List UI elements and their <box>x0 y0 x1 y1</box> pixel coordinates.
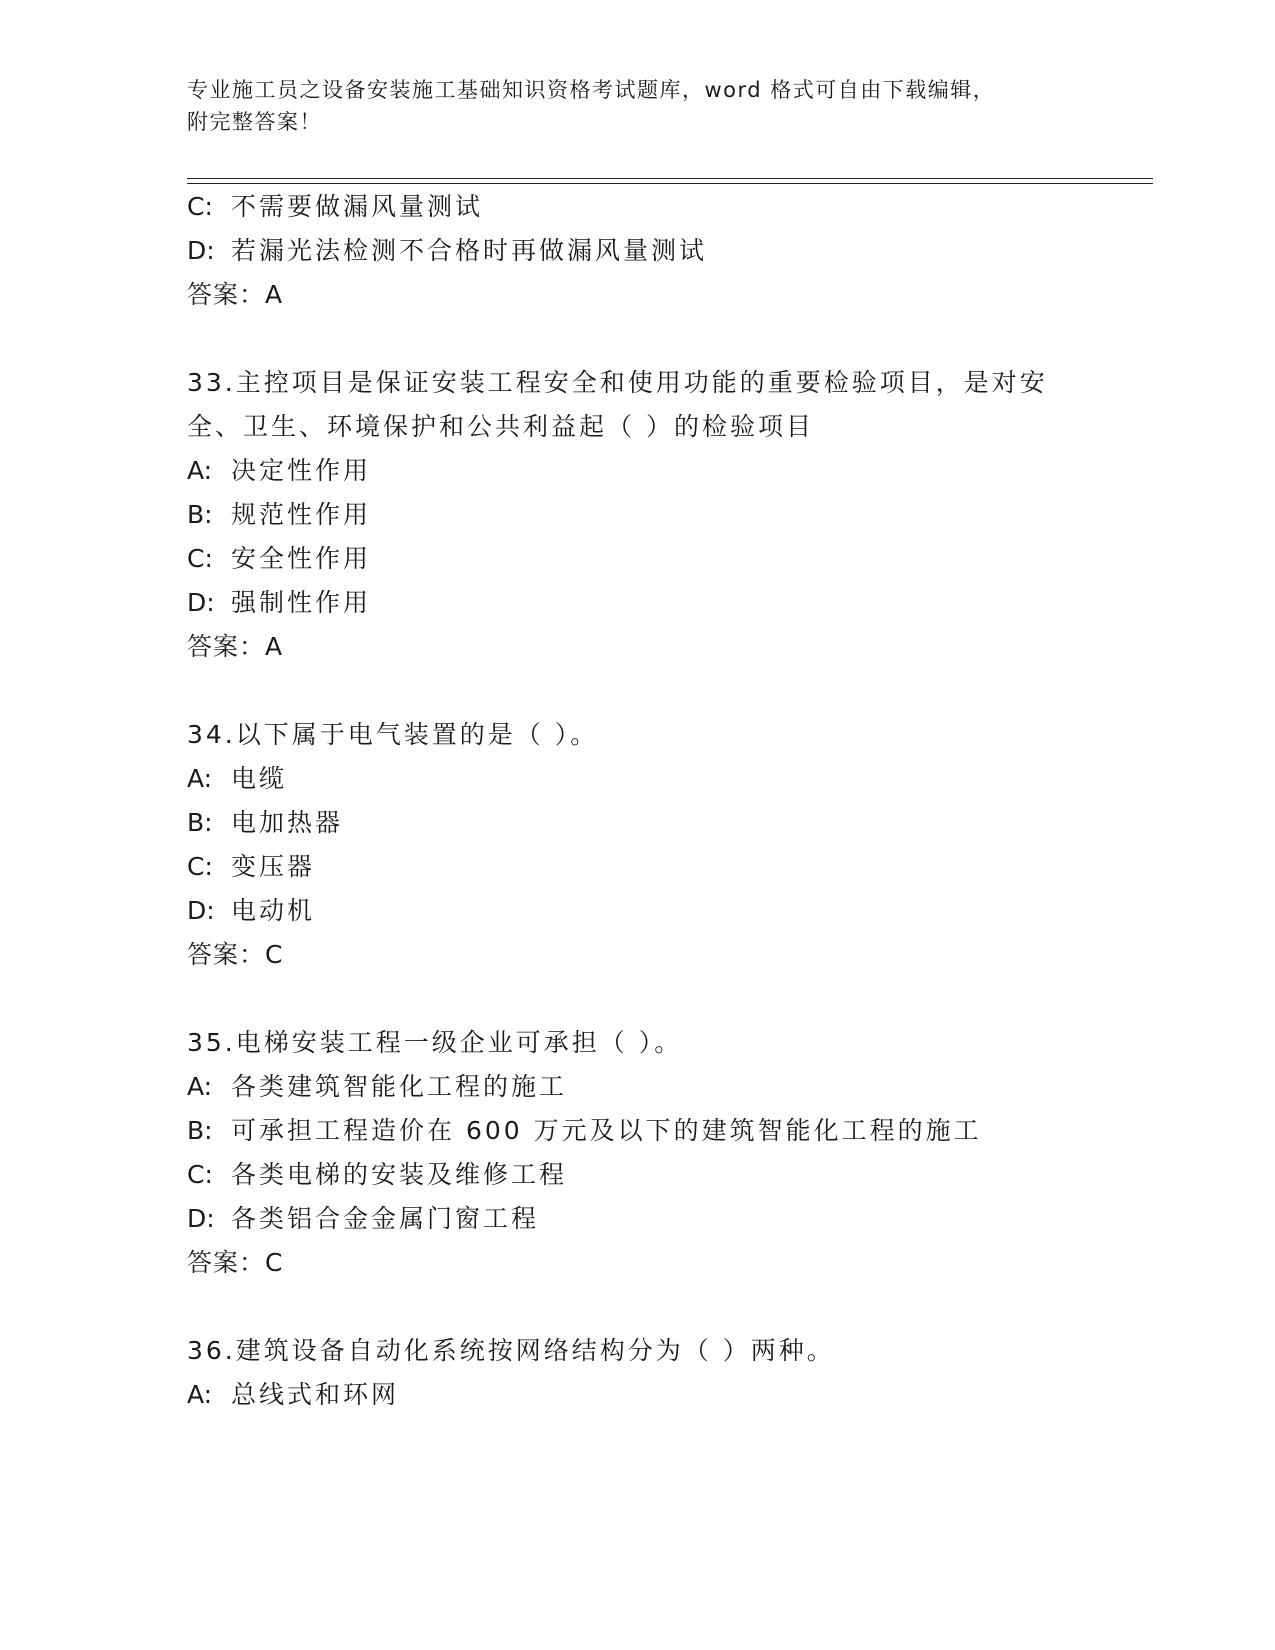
header-line-2: 附完整答案！ <box>187 110 322 134</box>
q34-answer: 答案：C <box>187 940 284 969</box>
q35-stem-line-1: 35.电梯安装工程一级企业可承担（ ）。 <box>187 1028 683 1057</box>
q32-answer: 答案：A <box>187 280 284 309</box>
q35-option-d: D: 各类铝合金金属门窗工程 <box>187 1204 540 1233</box>
q35-option-c: C: 各类电梯的安装及维修工程 <box>187 1160 568 1189</box>
q35-option-a: A: 各类建筑智能化工程的施工 <box>187 1072 568 1101</box>
q35-option-b: B: 可承担工程造价在 600 万元及以下的建筑智能化工程的施工 <box>187 1116 982 1145</box>
q32-option-c: C: 不需要做漏风量测试 <box>187 192 484 221</box>
q33-option-d: D: 强制性作用 <box>187 588 372 617</box>
q36-option-a: A: 总线式和环网 <box>187 1380 400 1409</box>
q33-stem-line-2: 全、卫生、环境保护和公共利益起（ ）的检验项目 <box>187 412 814 441</box>
q34-option-c: C: 变压器 <box>187 852 316 881</box>
q34-option-b: B: 电加热器 <box>187 808 344 837</box>
header-line-1: 专业施工员之设备安装施工基础知识资格考试题库，word 格式可自由下载编辑， <box>187 78 996 102</box>
q36-stem-line-1: 36.建筑设备自动化系统按网络结构分为（ ）两种。 <box>187 1336 835 1365</box>
q33-option-b: B: 规范性作用 <box>187 500 372 529</box>
q34-option-d: D: 电动机 <box>187 896 316 925</box>
q35-answer: 答案：C <box>187 1248 284 1277</box>
q33-option-c: C: 安全性作用 <box>187 544 372 573</box>
q33-answer: 答案：A <box>187 632 284 661</box>
q34-option-a: A: 电缆 <box>187 764 288 793</box>
q33-stem-line-1: 33.主控项目是保证安装工程安全和使用功能的重要检验项目，是对安 <box>187 368 1048 397</box>
q34-stem-line-1: 34.以下属于电气装置的是（ ）。 <box>187 720 599 749</box>
header-divider-top <box>187 178 1153 179</box>
document-header <box>187 74 1067 138</box>
q33-option-a: A: 决定性作用 <box>187 456 372 485</box>
q32-option-d: D: 若漏光法检测不合格时再做漏风量测试 <box>187 236 708 265</box>
header-divider-bottom <box>187 183 1153 184</box>
